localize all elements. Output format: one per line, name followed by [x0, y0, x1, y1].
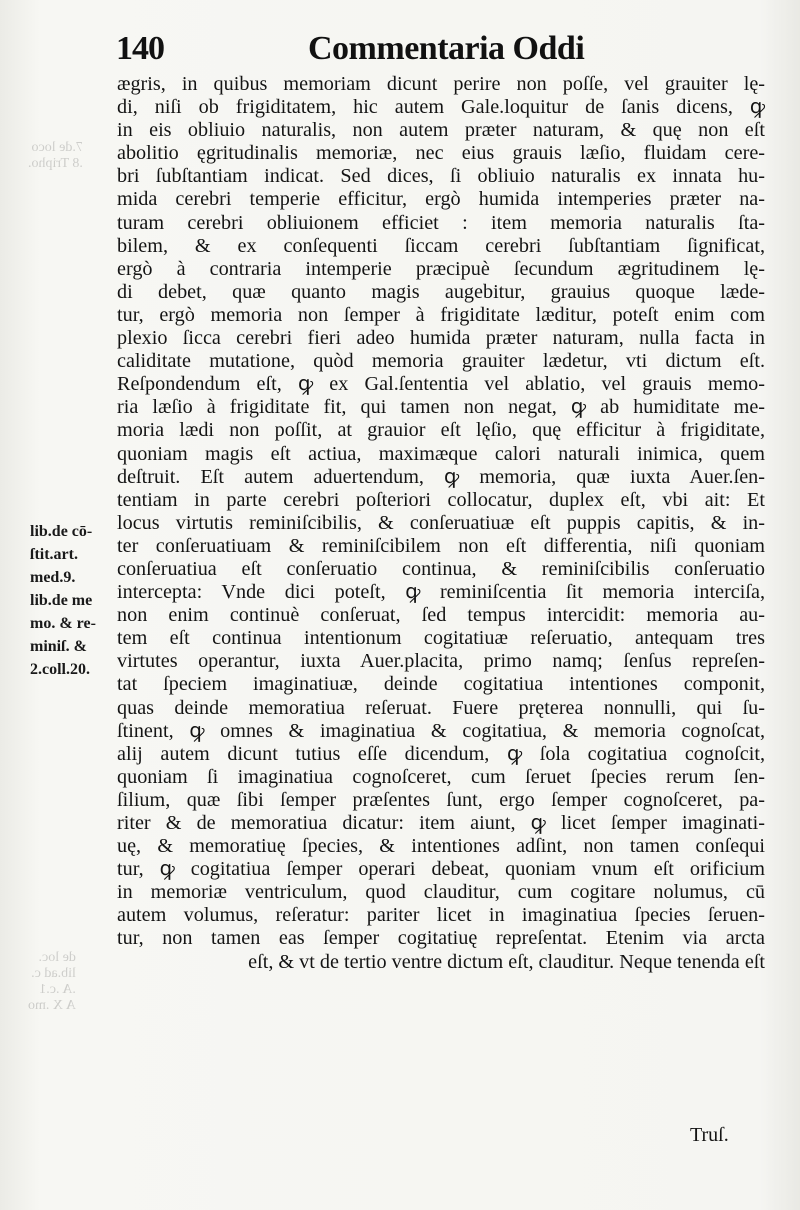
margin-note-line: 2.coll.20.	[30, 661, 90, 678]
margin-note-line: ſtit.art.	[30, 546, 78, 563]
text-line: quas deinde memoratiua reſeruat. Fuere pręterea nonnulli, qui ſu-	[117, 696, 765, 719]
text-line: tat ſpeciem imaginatiuæ, deinde cogitatiua intentiones componit,	[117, 673, 765, 696]
text-line: in eis obliuio naturalis, non autem præter naturam, & quę non eſt	[117, 119, 765, 142]
text-line: ſtinent, ꝙ omnes & imaginatiua & cogitatiua, & memoria cognoſcat,	[117, 719, 765, 742]
text-line: plexio ſicca cerebri fieri adeo humida præter naturam, nulla facta in	[117, 327, 765, 350]
text-line: deſtruit. Eſt autem aduertendum, ꝙ memoria, quæ iuxta Auer.ſen-	[117, 465, 765, 488]
text-line: tur, non tamen eas ſemper cogitatiuę repreſentat. Etenim via arcta	[117, 927, 765, 950]
text-line: caliditate mutatione, quòd memoria grauiter lædetur, vti dictum eſt.	[117, 350, 765, 373]
text-line: conſeruatiua eſt conſeruatio continua, & reminiſcibilis conſeruatio	[117, 557, 765, 580]
text-line: intercepta: Vnde dici poteſt, ꝙ reminiſcentia ſit memoria interciſa,	[117, 581, 765, 604]
text-line: ergò à contraria intemperie præcipuè ſecundum ægritudinem lę-	[117, 257, 765, 280]
text-line: virtutes operantur, iuxta Auer.placita, primo namq; ſenſus repreſen-	[117, 650, 765, 673]
text-line: ægris, in quibus memoriam dicunt perire non poſſe, vel grauiter lę-	[117, 73, 765, 95]
text-line: di debet, quæ quanto magis augebitur, grauius quoque læde-	[117, 280, 765, 303]
margin-note-line: miniſ. &	[30, 638, 87, 655]
margin-note	[30, 520, 118, 681]
text-line: alij autem dicunt tutius eſſe dicendum, ꝙ ſola cogitatiua cognoſcit,	[117, 742, 765, 765]
bleed-through-mark: 7.de loco .8 Tripho.	[28, 140, 83, 171]
text-line: riter & de memoratiua dicatur: item aiunt, ꝙ licet ſemper imaginati-	[117, 812, 765, 834]
catchword: Truſ.	[690, 1124, 729, 1146]
text-line: tem eſt continua intentionum cogitatiuæ reſeruatio, antequam tres	[117, 627, 765, 650]
margin-note-line: lib.de me	[30, 592, 93, 609]
margin-note-line: mo. & re-	[30, 615, 96, 632]
body-text	[117, 73, 765, 974]
text-line: tur, ergò memoria non ſemper à frigiditate læditur, poteſt enim com	[117, 303, 765, 326]
text-line: abolitio ęgritudinalis memoriæ, nec eius grauis læſio, fluidam cere-	[117, 142, 765, 165]
margin-note-line: lib.de cō-	[30, 523, 93, 540]
margin-note-line: med.9.	[30, 569, 76, 586]
text-line: tentiam in parte cerebri poſteriori collocatur, duplex eſt, vbi ait: Et	[117, 488, 765, 511]
text-line: ſilium, quæ ſibi ſemper præſentes ſunt, ergo ſemper cognoſceret, pa-	[117, 788, 765, 811]
text-line: bri ſubſtantiam indicat. Sed dices, ſi obliuio naturalis ex innata hu-	[117, 165, 765, 188]
text-line: uę, & memoratiuę ſpecies, & intentiones adſint, non tamen conſequi	[117, 835, 765, 858]
text-line: non enim continuè conſeruat, ſed tempus intercidit: memoria au-	[117, 604, 765, 627]
page-header	[116, 30, 766, 74]
page-number: 140	[116, 30, 164, 67]
text-line: quoniam ſi imaginatiua cognoſceret, cum ſeruet ſpecies rerum ſen-	[117, 765, 765, 788]
running-title: Commentaria Oddi	[308, 30, 585, 67]
bleed-through-mark: de loc. lib.ad c. .A .c.1 A X .mo	[28, 950, 76, 1013]
text-line: turam cerebri obliuionem efficiet : item memoria naturalis ſta-	[117, 211, 765, 234]
text-line: locus virtutis reminiſcibilis, & conſeruatiuæ eſt puppis capitis, & in-	[117, 511, 765, 534]
text-line: tur, ꝙ cogitatiua ſemper operari debeat, quoniam vnum eſt orificium	[117, 858, 765, 881]
text-line: mida cerebri temperie efficitur, ergò humida intemperies præter na-	[117, 188, 765, 211]
text-line: autem volumus, reſeratur: pariter licet in imaginatiua ſpecies ſeruen-	[117, 904, 765, 927]
text-line: di, niſi ob frigiditatem, hic autem Gale.loquitur de ſanis dicens, ꝙ	[117, 96, 765, 119]
text-line: quoniam magis eſt actiua, maximæque calori naturali inimica, quem	[117, 442, 765, 465]
text-line: ter conſeruatiuam & reminiſcibilem non eſt differentia, niſi quoniam	[117, 534, 765, 557]
text-line: in memoriæ ventriculum, quod clauditur, cum cogitare nolumus, cū	[117, 881, 765, 904]
text-line: bilem, & ex conſequenti ſiccam cerebri ſubſtantiam ſignificat,	[117, 234, 765, 257]
text-line: Reſpondendum eſt, ꝙ ex Gal.ſententia vel ablatio, vel grauis memo-	[117, 373, 765, 396]
text-line: ria læſio à frigiditate fit, qui tamen non negat, ꝙ ab humiditate me-	[117, 396, 765, 419]
text-line: eſt, & vt de tertio ventre dictum eſt, clauditur. Neque tenenda eſt	[248, 950, 765, 973]
text-line: moria lædi non poſſit, at grauior eſt lęſio, quę efficitur à frigiditate,	[117, 419, 765, 442]
